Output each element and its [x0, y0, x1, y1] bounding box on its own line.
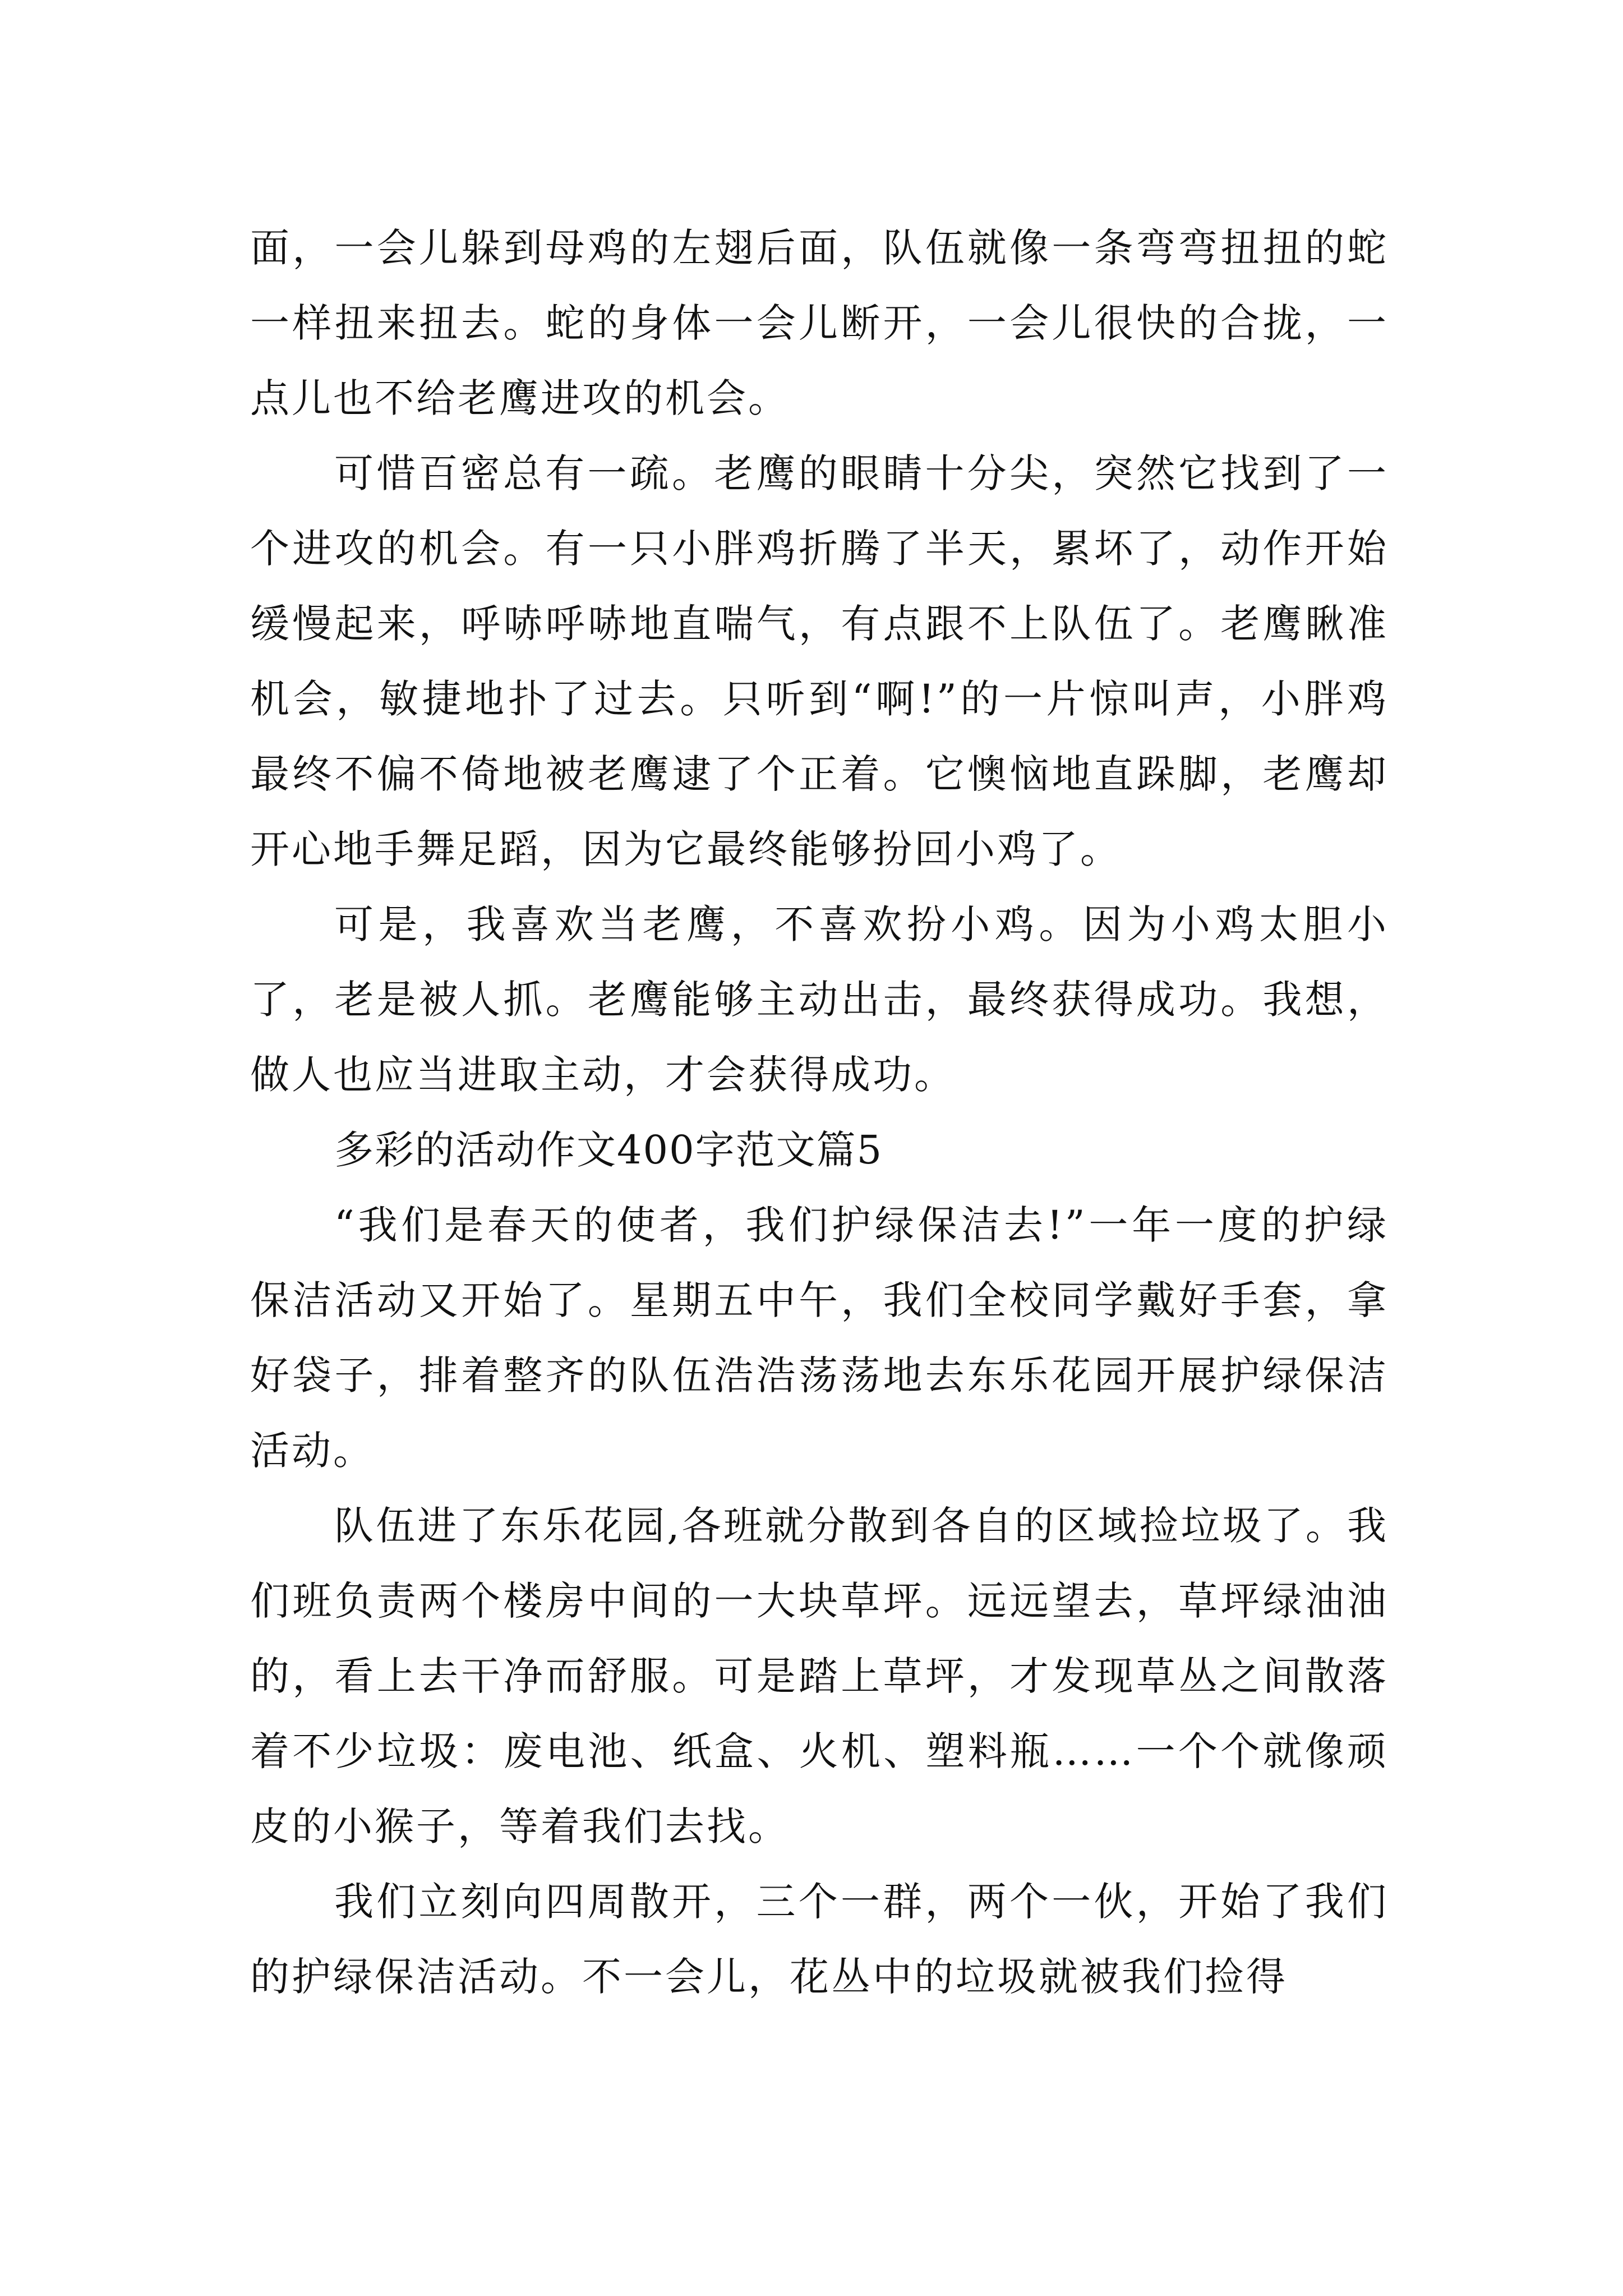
- document-body: [250, 210, 1389, 2014]
- paragraph-park-lawn: 队伍进了东乐花园,各班就分散到各自的区域捡垃圾了。我们班负责两个楼房中间的一大块草坪。远远望去，草坪绿油油的，看上去干净而舒服。可是踏上草坪，才发现草丛之间散落着不少垃圾：废电池、纸盒、火机、塑料瓶……一个个就像顽皮的小猴子，等着我们去找。: [250, 1503, 1389, 1849]
- paragraph-activity-intro: “我们是春天的使者，我们护绿保洁去!”一年一度的护绿保洁活动又开始了。星期五中午，我们全校同学戴好手套，拿好袋子，排着整齐的队伍浩浩荡荡地去东乐花园开展护绿保洁活动。: [250, 1202, 1389, 1474]
- paragraph-continuation: 面，一会儿躲到母鸡的左翅后面，队伍就像一条弯弯扭扭的蛇一样扭来扭去。蛇的身体一会儿断开，一会儿很快的合拢，一点儿也不给老鹰进攻的机会。: [250, 225, 1389, 421]
- paragraph-reflection: 可是，我喜欢当老鹰，不喜欢扮小鸡。因为小鸡太胆小了，老是被人抓。老鹰能够主动出击，最终获得成功。我想，做人也应当进取主动，才会获得成功。: [250, 901, 1389, 1098]
- paragraph-cleanup-start: 我们立刻向四周散开，三个一群，两个一伙，开始了我们的护绿保洁活动。不一会儿，花丛中的垃圾就被我们捡得: [250, 1879, 1389, 2000]
- paragraph-eagle-catches-chick: 可惜百密总有一疏。老鹰的眼睛十分尖，突然它找到了一个进攻的机会。有一只小胖鸡折腾了半天，累坏了，动作开始缓慢起来，呼哧呼哧地直喘气，有点跟不上队伍了。老鹰瞅准机会，敏捷地扑了过去。只听到“啊!”的一片惊叫声，小胖鸡最终不偏不倚地被老鹰逮了个正着。它懊恼地直跺脚，老鹰却开心地手舞足蹈，因为它最终能够扮回小鸡了。: [250, 450, 1389, 872]
- section-heading: 多彩的活动作文400字范文篇5: [334, 1127, 883, 1173]
